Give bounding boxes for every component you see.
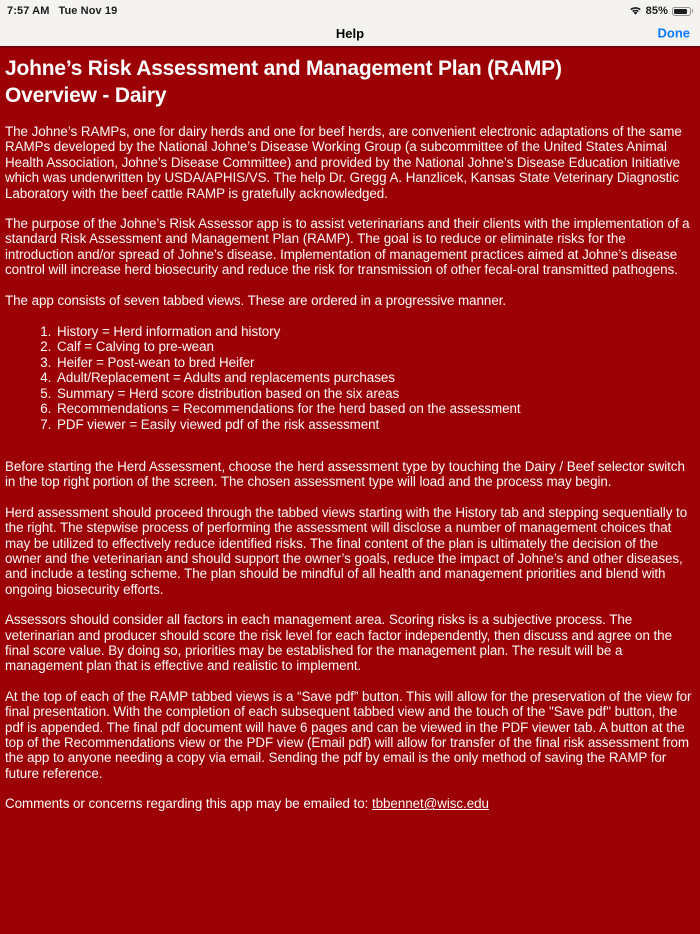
- page-title-line1: Johne’s Risk Assessment and Management Plan (RAMP): [5, 57, 562, 80]
- intro-paragraph: The Johne’s RAMPs, one for dairy herds and one for beef herds, are convenient electronic adaptations of the same RAMPs developed by the National Johne’s Disease Working Group (a subcommittee of the United States Animal Health Association, Johne’s Disease Committee) and provided by the National Johne’s Disease Education Initiative which was underwritten by USDA/APHIS/VS. The help Dr. Gregg A. Hanzlicek, Kansas State Veterinary Diagnostic Laboratory with the beef cattle RAMP is gratefully acknowledged.: [5, 124, 682, 201]
- assessors-paragraph: Assessors should consider all factors in each management area. Scoring risks is a subjective process. The veterinarian and producer should score the risk level for each factor independently, then discuss and agree on the final score value. By doing so, priorities may be established for the management plan. The result will be a management plan that is effective and realistic to implement.: [5, 612, 672, 674]
- page-title-line2: Overview - Dairy: [5, 84, 167, 107]
- help-content: [0, 46, 700, 934]
- before-starting-paragraph: Before starting the Herd Assessment, choose the herd assessment type by touching the Dairy / Beef selector switch in the top right portion of the screen. The chosen assessment type will load and the process may begin.: [5, 458, 685, 490]
- tab-list-item-adult-replacement: 4. Adult/Replacement = Adults and replacements purchases: [55, 370, 695, 385]
- save-pdf-paragraph: At the top of each of the RAMP tabbed views is a “Save pdf” button. This will allow for the preservation of the view for final presentation. With the completion of each subsequent tabbed view and the touch of the "Save pdf" button, the pdf is appended. The final pdf document will have 6 pages and can be viewed in the PDF viewer tab. A button at the top of the Recommendations view or the PDF view (Email pdf) will allow for transfer of the final risk assessment from the app to anyone needing a copy via email. Sending the pdf by email is the only method of saving the RAMP for future reference.: [5, 688, 692, 781]
- nav-title: Help: [335, 25, 365, 41]
- purpose-paragraph: The purpose of the Johne’s Risk Assessor app is to assist veterinarians and their clients with the implementation of a standard Risk Assessment and Management Plan (RAMP). The goal is to reduce or eliminate risks for the introduction and/or spread of Johne’s disease. Implementation of management practices aimed at Johne’s disease control will increase herd biosecurity and reduce the risk for transmission of other fecal-oral transmitted pathogens.: [5, 216, 690, 278]
- status-bar: [0, 0, 700, 20]
- page-title: [5, 55, 695, 109]
- tab-list-item-history: 1. History = Herd information and history: [55, 324, 695, 339]
- status-bar-left: [7, 5, 126, 17]
- tab-list-item-calf: 2. Calf = Calving to pre-wean: [55, 339, 695, 354]
- contact-paragraph: [5, 796, 695, 811]
- wifi-icon: [629, 6, 642, 16]
- battery-percent: 85%: [645, 5, 668, 17]
- email-link[interactable]: tbbennet@wisc.edu: [371, 796, 489, 812]
- tabs-intro-paragraph: The app consists of seven tabbed views. These are ordered in a progressive manner.: [5, 292, 507, 308]
- tab-list-item-pdf-viewer: 7. PDF viewer = Easily viewed pdf of the risk assessment: [55, 417, 695, 432]
- done-button[interactable]: Done: [657, 25, 690, 41]
- contact-text: Comments or concerns regarding this app may be emailed to:: [5, 796, 372, 812]
- status-time: 7:57 AM: [7, 5, 50, 17]
- battery-icon: [672, 7, 693, 16]
- nav-bar: [0, 20, 700, 46]
- status-date: Tue Nov 19: [58, 5, 118, 17]
- tab-list-item-summary: 5. Summary = Herd score distribution based on the six areas: [55, 386, 695, 401]
- tab-list-item-recommendations: 6. Recommendations = Recommendations for the herd based on the assessment: [55, 401, 695, 416]
- tab-list-item-heifer: 3. Heifer = Post-wean to bred Heifer: [55, 355, 695, 370]
- tab-list: [5, 324, 695, 432]
- status-bar-right: [629, 5, 693, 17]
- herd-assessment-paragraph: Herd assessment should proceed through the tabbed views starting with the History tab and stepping sequentially to the right. The stepwise process of performing the assessment will disclose a number of management choices that may be utilized to effectively reduce identified risks. The final content of the plan is ultimately the decision of the owner and the veterinarian and should support the owner’s goals, reduce the impact of Johne’s and other diseases, and include a testing scheme. The plan should be mindful of all health and management priorities and blend with ongoing biosecurity efforts.: [5, 504, 688, 597]
